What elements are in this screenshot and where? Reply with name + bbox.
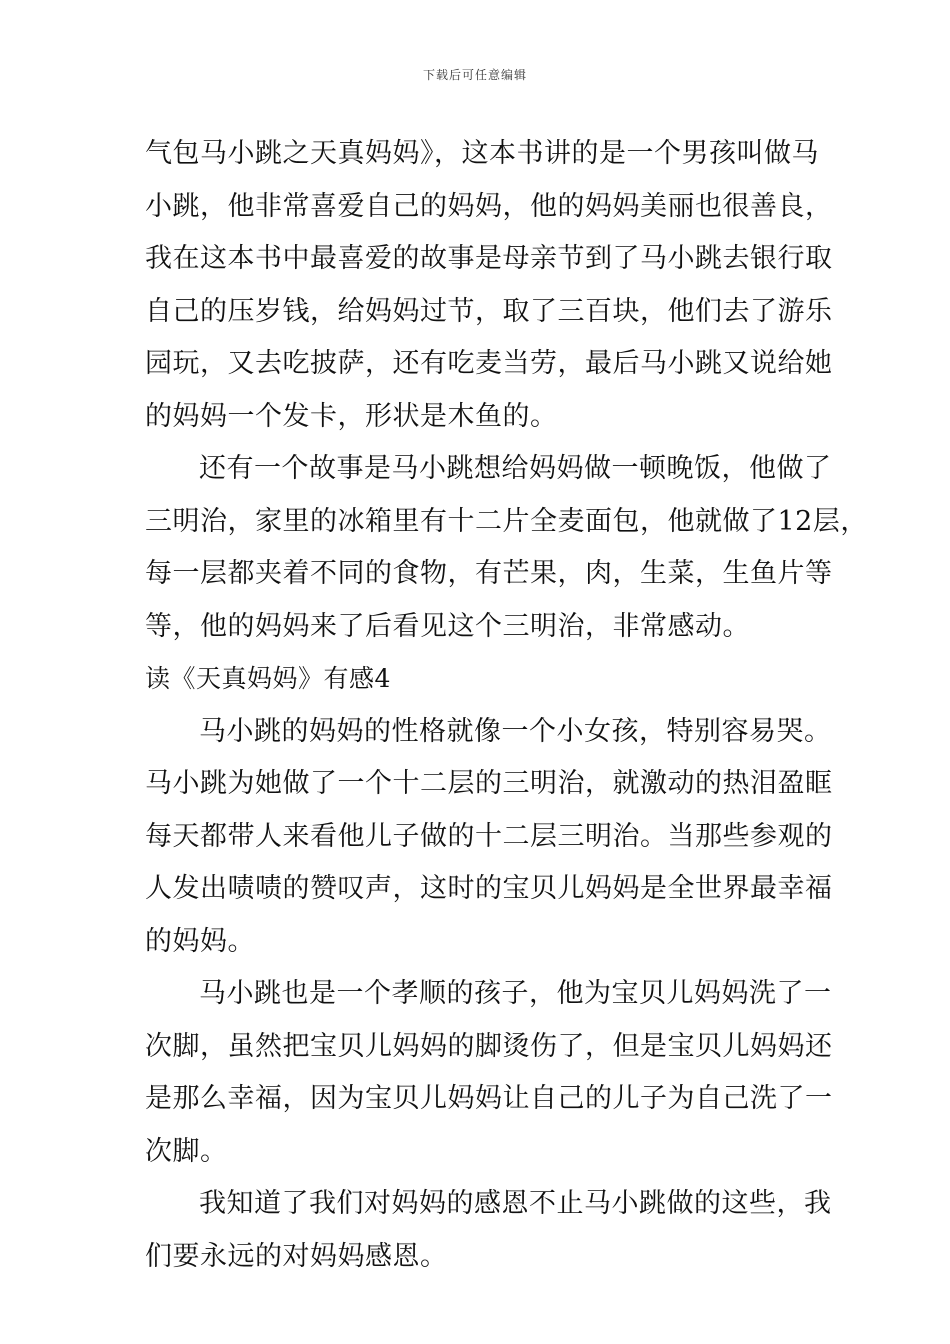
text-line: 马小跳的妈妈的性格就像一个小女孩，特别容易哭。 [199, 715, 832, 747]
text-line: 园玩，又去吃披萨，还有吃麦当劳，最后马小跳又说给她 [145, 348, 833, 379]
text-line: 我在这本书中最喜爱的故事是母亲节到了马小跳去银行取 [145, 243, 833, 274]
text-line: 小跳，他非常喜爱自己的妈妈，他的妈妈美丽也很善良， [145, 190, 833, 222]
text-line: 每天都带人来看他儿子做的十二层三明治。当那些参观的 [145, 820, 833, 852]
text-line: 次脚，虽然把宝贝儿妈妈的脚烫伤了，但是宝贝儿妈妈还 [145, 1030, 833, 1062]
text-line: 人发出啧啧的赞叹声，这时的宝贝儿妈妈是全世界最幸福 [145, 873, 833, 904]
text-line: 马小跳也是一个孝顺的孩子，他为宝贝儿妈妈洗了一 [199, 978, 832, 1009]
text-line: 是那么幸福，因为宝贝儿妈妈让自己的儿子为自己洗了一 [145, 1083, 833, 1114]
text-line: 我知道了我们对妈妈的感恩不止马小跳做的这些，我 [199, 1188, 832, 1219]
text-line: 们要永远的对妈妈感恩。 [145, 1240, 448, 1272]
text-line: 的妈妈一个发卡，形状是木鱼的。 [145, 400, 558, 432]
text-line: 每一层都夹着不同的食物，有芒果，肉，生菜，生鱼片等 [145, 558, 833, 589]
body-text [145, 128, 868, 1283]
text-line: 等，他的妈妈来了后看见这个三明治，非常感动。 [145, 610, 750, 642]
text-line: 次脚。 [145, 1135, 228, 1167]
text-line: 的妈妈。 [145, 925, 255, 957]
page-header: 下载后可任意编辑 [422, 68, 527, 82]
text-line: 三明治，家里的冰箱里有十二片全麦面包，他就做了12层， [145, 505, 868, 537]
text-line: 还有一个故事是马小跳想给妈妈做一顿晚饭，他做了 [199, 453, 832, 484]
text-line: 自己的压岁钱，给妈妈过节，取了三百块，他们去了游乐 [145, 295, 833, 327]
section-heading: 读《天真妈妈》有感4 [145, 664, 391, 693]
text-line: 气包马小跳之天真妈妈》，这本书讲的是一个男孩叫做马 [145, 138, 819, 169]
text-line: 马小跳为她做了一个十二层的三明治，就激动的热泪盈眶 [145, 768, 833, 799]
